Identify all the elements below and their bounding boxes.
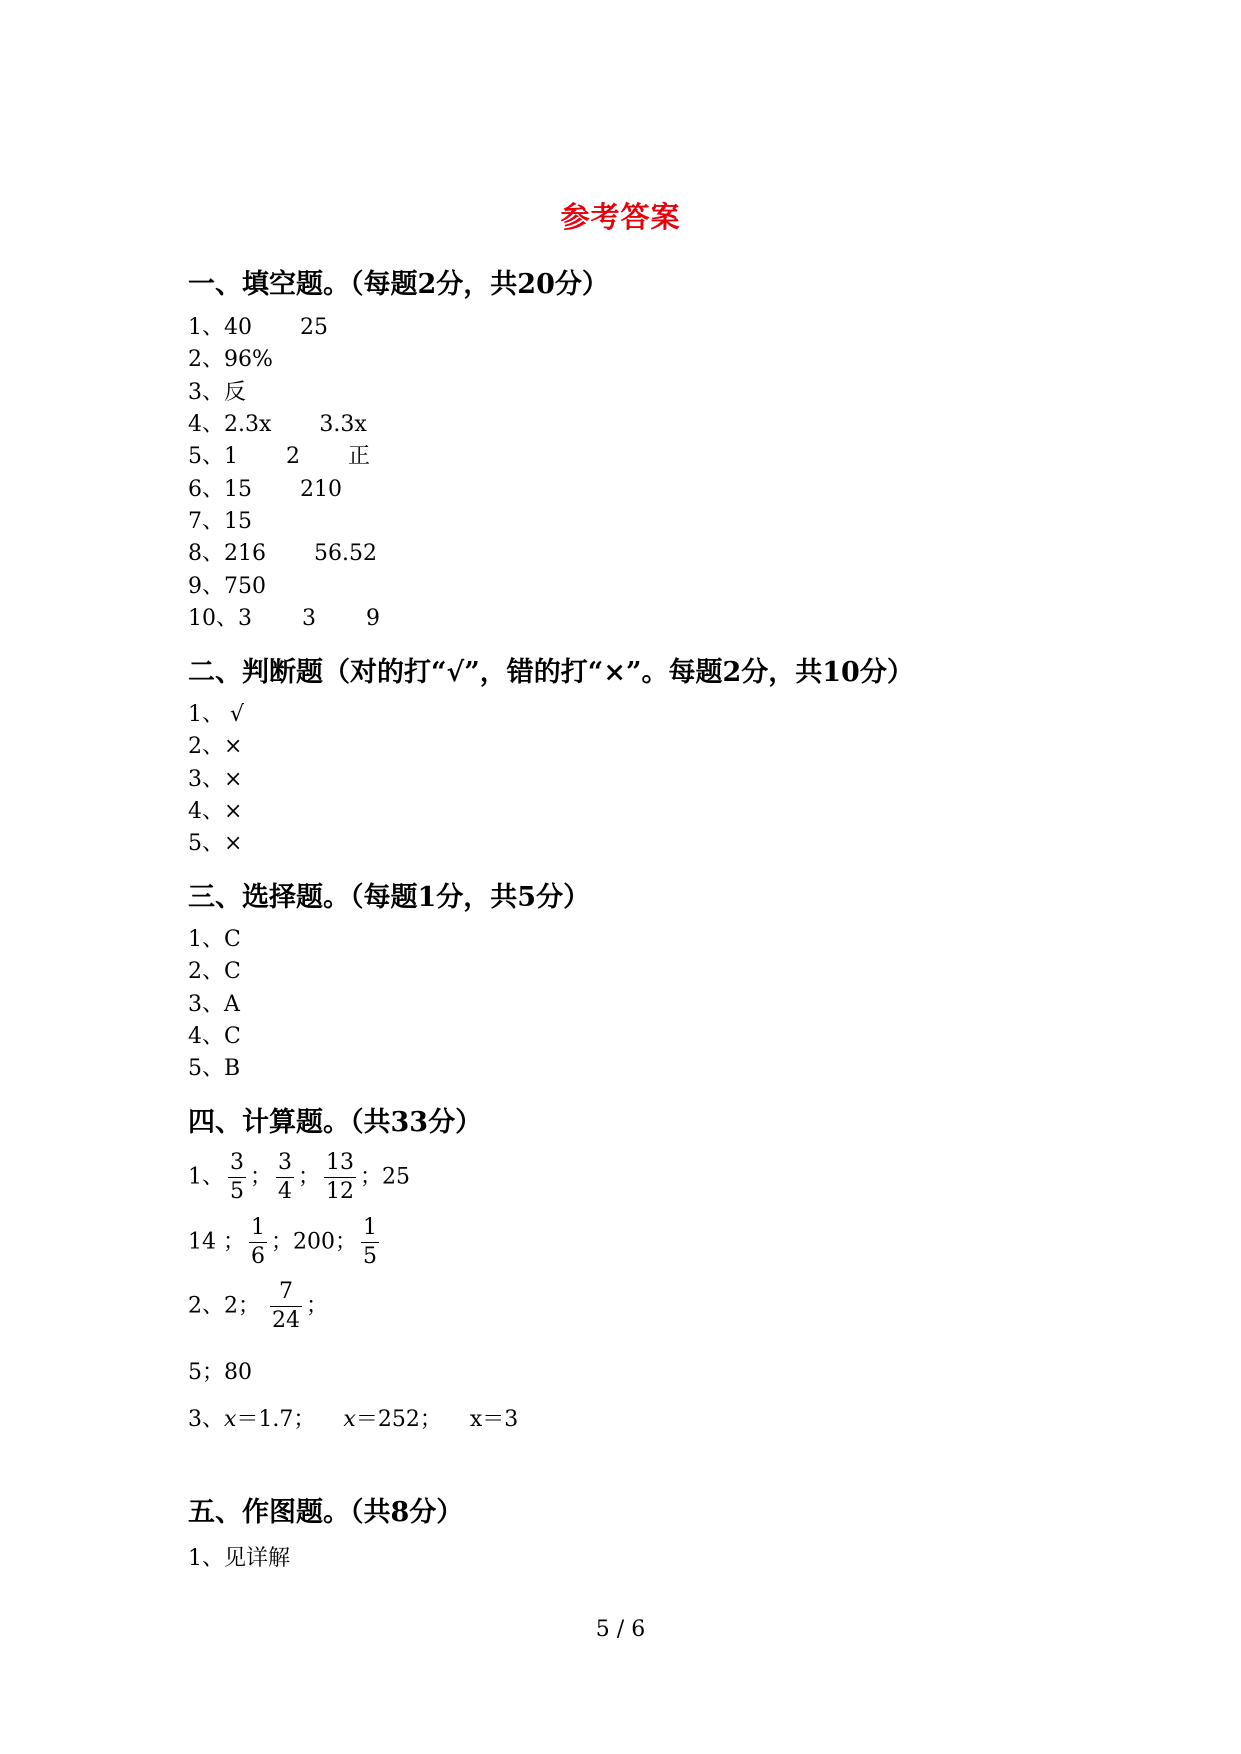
- page-number: 5 / 6: [595, 1617, 646, 1642]
- calc-line-3: 2、2； $\frac{7}{24}$ ；: [188, 1279, 329, 1333]
- fraction: $\frac{3}{4}$: [278, 1150, 293, 1204]
- list-item: 4、×: [188, 799, 243, 824]
- list-item: 5、1 2 正: [188, 444, 371, 469]
- list-item: 5、×: [188, 831, 243, 856]
- list-item: 1、C: [188, 927, 241, 952]
- list-item: 1、 √: [188, 702, 245, 727]
- fraction: $\frac{1}{6}$: [251, 1215, 265, 1269]
- list-item: 8、216 56.52: [188, 541, 377, 566]
- list-item: 5、B: [188, 1056, 241, 1081]
- fraction: $\frac{1}{5}$: [363, 1215, 378, 1269]
- list-item: 3、A: [188, 992, 240, 1017]
- section-heading-multiple-choice: 三、选择题。（每题1分，共5分）: [188, 882, 591, 913]
- list-item: 7、15: [188, 509, 252, 534]
- list-item: 2、96%: [188, 347, 273, 372]
- list-item: 1、40 25: [188, 315, 328, 340]
- fraction: $\frac{3}{5}$: [230, 1150, 244, 1204]
- page-title: 参考答案: [560, 200, 681, 234]
- calc-line-1: 1、 $\frac{3}{5}$ ； $\frac{3}{4}$ ； $\frac{13}{12}$ ；25: [188, 1150, 411, 1204]
- list-item: 2、×: [188, 734, 243, 759]
- list-item: 10、3 3 9: [188, 606, 380, 631]
- section-heading-calculation: 四、计算题。（共33分）: [188, 1107, 483, 1138]
- fraction: $\frac{7}{24}$: [272, 1279, 300, 1333]
- section-heading-drawing: 五、作图题。（共8分）: [188, 1497, 464, 1528]
- calc-line-5: 3、x＝1.7； x＝252； x＝3: [188, 1407, 519, 1432]
- list-item: 4、C: [188, 1024, 241, 1049]
- list-item: 4、2.3x 3.3x: [188, 412, 367, 437]
- calc-line-4: 5；80: [188, 1360, 252, 1385]
- list-item: 9、750: [188, 574, 266, 599]
- list-item: 1、见详解: [188, 1546, 291, 1571]
- list-item: 3、×: [188, 767, 243, 792]
- fraction: $\frac{13}{12}$: [326, 1150, 355, 1204]
- list-item: 2、C: [188, 959, 241, 984]
- list-item: 6、15 210: [188, 477, 342, 502]
- list-item: 3、反: [188, 380, 247, 405]
- section-heading-true-false: 二、判断题（对的打“√”，错的打“×”。每题2分，共10分）: [188, 657, 914, 688]
- calc-line-2: 14 ； $\frac{1}{6}$ ；200； $\frac{1}{5}$: [188, 1215, 378, 1269]
- section-heading-fill-in: 一、填空题。（每题2分，共20分）: [188, 269, 609, 300]
